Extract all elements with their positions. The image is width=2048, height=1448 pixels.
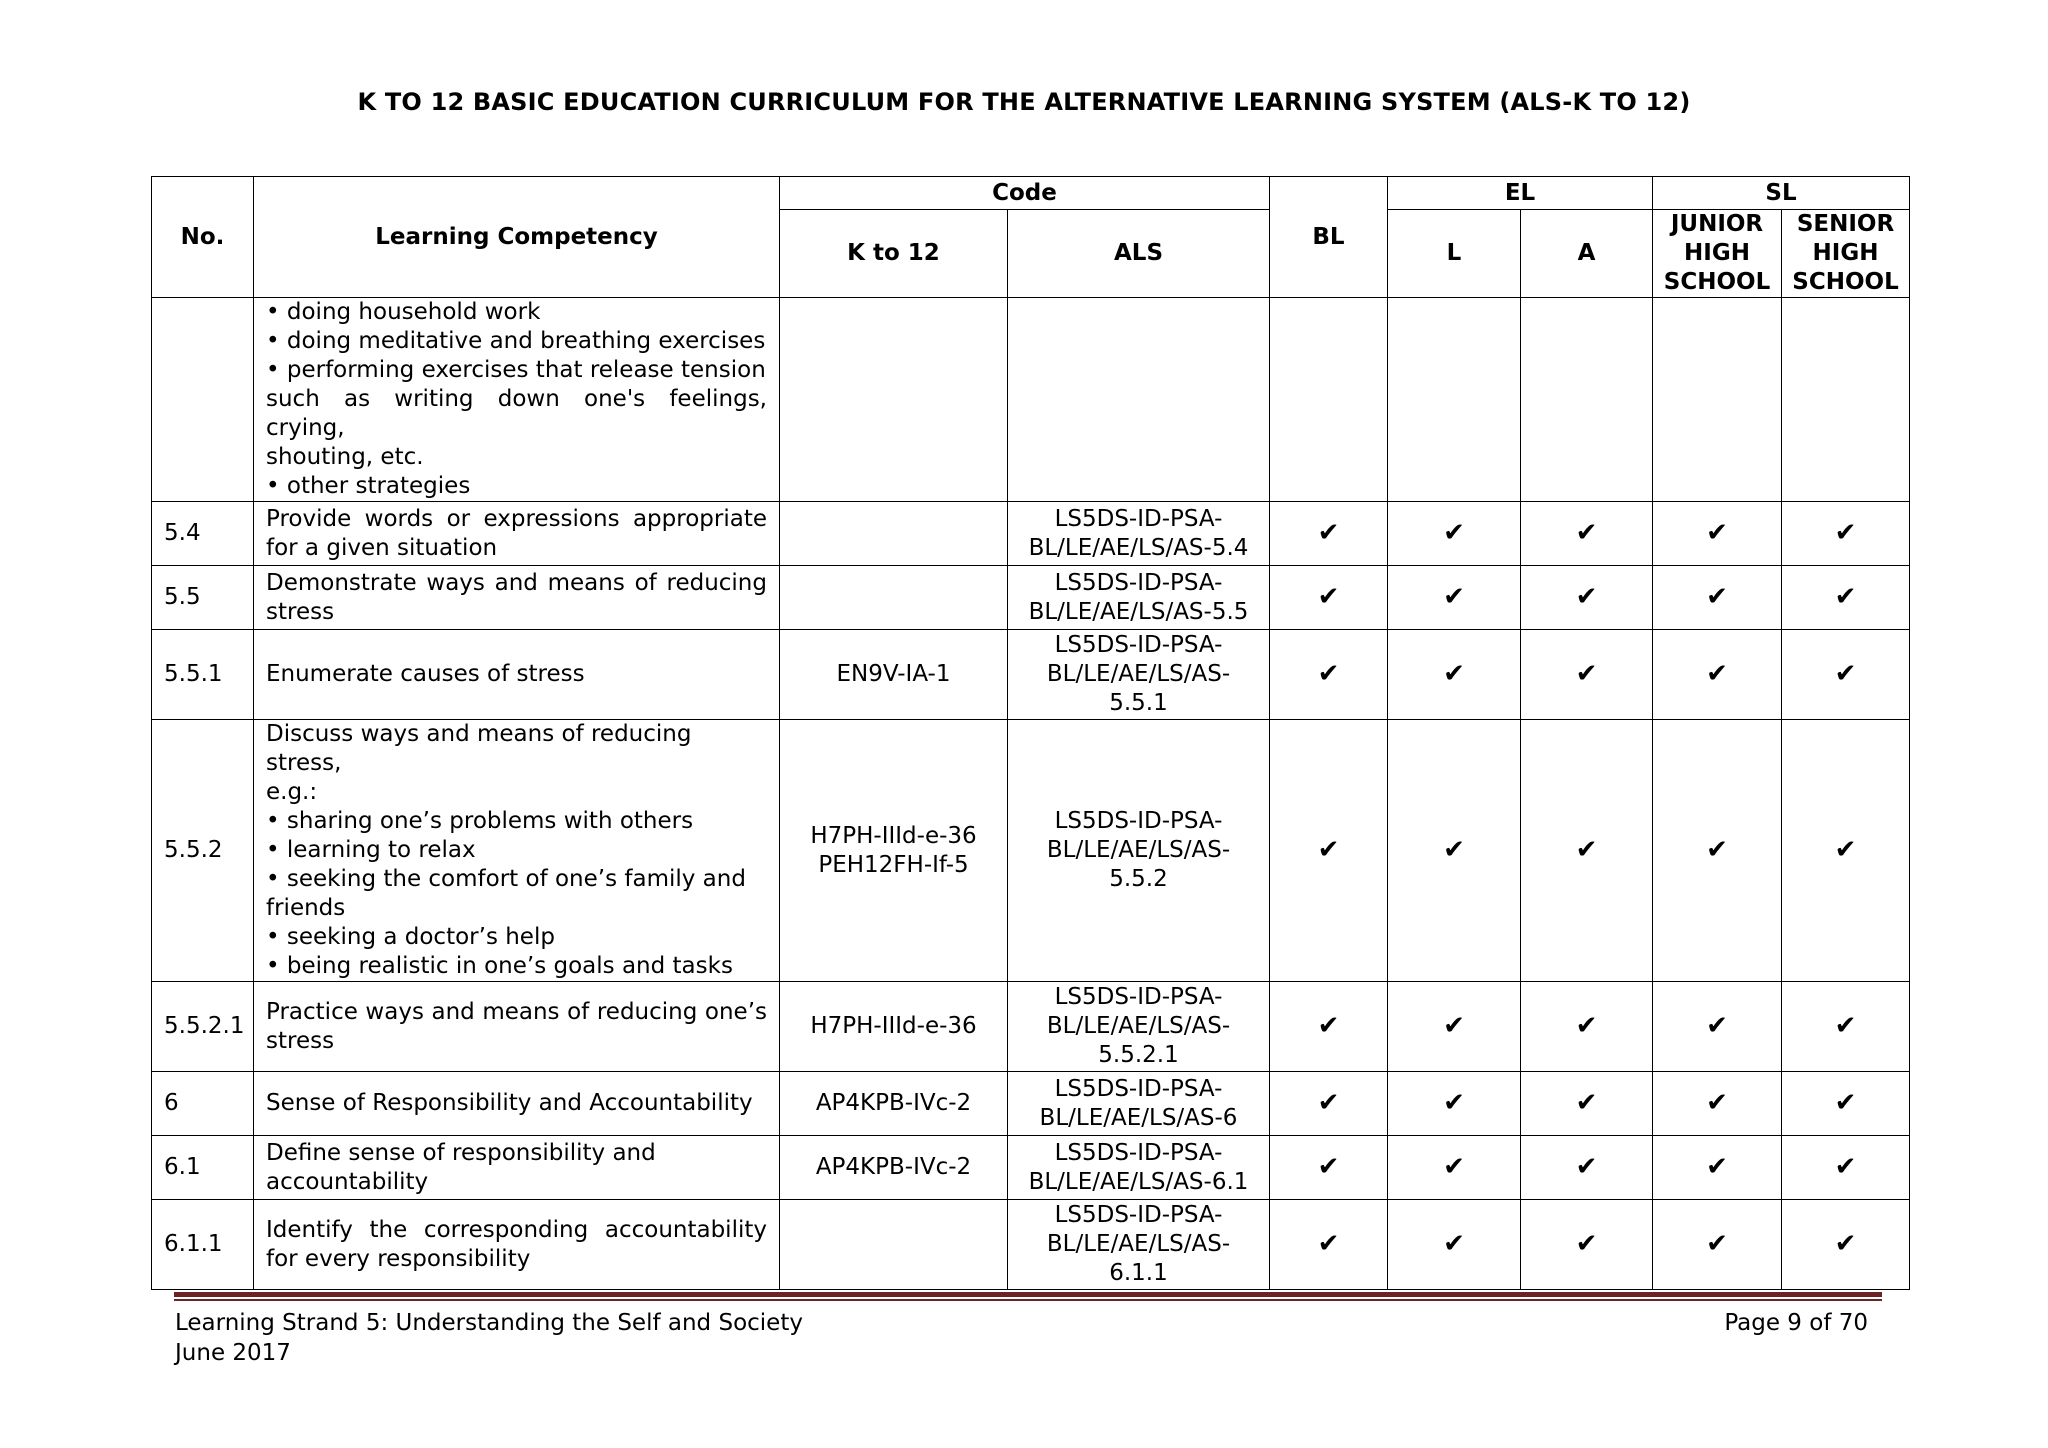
cell-no: 5.4	[152, 502, 254, 566]
cell-el-l-check: ✔	[1388, 1072, 1521, 1136]
cell-competency: Provide words or expressions appropriate for a given situation	[254, 502, 780, 566]
cell-sl-jhs-check: ✔	[1653, 1136, 1782, 1200]
cell-competency-continuation	[254, 298, 780, 502]
als-code-line: BL/LE/AE/LS/AS-6.1	[1028, 1168, 1249, 1195]
table-body	[152, 298, 1910, 1290]
table-row	[152, 1072, 1910, 1136]
header-jhs-line: SCHOOL	[1663, 269, 1771, 295]
cell-bl-check: ✔	[1270, 502, 1388, 566]
k12-code-line: PEH12FH-If-5	[818, 851, 969, 878]
header-code: Code	[780, 177, 1270, 210]
header-learning-competency: Learning Competency	[254, 177, 780, 298]
competency-line: e.g.:	[266, 779, 318, 805]
cell-als-code	[1008, 1200, 1270, 1290]
header-senior-high-school	[1782, 210, 1910, 298]
k12-code-line: AP4KPB-IVc-2	[815, 1090, 972, 1116]
cell-sl-shs-check: ✔	[1782, 502, 1910, 566]
cell-no: 5.5	[152, 566, 254, 630]
cell-bl-check: ✔	[1270, 630, 1388, 720]
cell-no	[152, 298, 254, 502]
k12-code-line: EN9V-IA-1	[836, 661, 951, 687]
cell-k12-code	[780, 1072, 1008, 1136]
als-code-line: LS5DS-ID-PSA-	[1054, 984, 1223, 1010]
header-jhs-line: JUNIOR	[1670, 211, 1764, 237]
cell-bl-check: ✔	[1270, 1072, 1388, 1136]
cell-el-a-check: ✔	[1521, 1072, 1653, 1136]
cell-sl-shs-check: ✔	[1782, 982, 1910, 1072]
cell-sl-shs-check: ✔	[1782, 1072, 1910, 1136]
competency-line: shouting, etc.	[266, 444, 424, 470]
cell-el-a-check: ✔	[1521, 1200, 1653, 1290]
als-code-line: 5.5.2.1	[1098, 1042, 1179, 1068]
cell-competency	[254, 1136, 780, 1200]
als-code-line: BL/LE/AE/LS/AS-	[1046, 1231, 1231, 1257]
cell-sl-jhs-check: ✔	[1653, 1072, 1782, 1136]
table-row	[152, 630, 1910, 720]
cell-el-l-check: ✔	[1388, 982, 1521, 1072]
als-code-line: LS5DS-ID-PSA-	[1054, 505, 1223, 532]
cell-el-l-check: ✔	[1388, 630, 1521, 720]
als-code-line: LS5DS-ID-PSA-	[1054, 1075, 1223, 1102]
cell-no: 5.5.2	[152, 720, 254, 982]
cell-bl-check: ✔	[1270, 720, 1388, 982]
cell-competency: Enumerate causes of stress	[254, 630, 780, 720]
cell-el-a-check: ✔	[1521, 566, 1653, 630]
competency-line: • being realistic in one’s goals and tasks	[266, 953, 733, 979]
cell-el-l	[1388, 298, 1521, 502]
competency-line: • sharing one’s problems with others	[266, 808, 694, 834]
cell-als-code	[1008, 982, 1270, 1072]
cell-als-code	[1008, 566, 1270, 630]
als-code-line: 5.5.2	[1109, 866, 1168, 892]
cell-bl-check: ✔	[1270, 982, 1388, 1072]
cell-k12-code	[780, 1136, 1008, 1200]
page-title: K TO 12 BASIC EDUCATION CURRICULUM FOR THE ALTERNATIVE LEARNING SYSTEM (ALS-K TO 12)	[357, 88, 1691, 116]
competency-line: • seeking the comfort of one’s family and	[266, 866, 746, 892]
cell-el-a	[1521, 298, 1653, 502]
header-jhs-line: HIGH	[1684, 240, 1750, 266]
header-el: EL	[1388, 177, 1653, 210]
competency-line: • performing exercises that release tension	[266, 357, 766, 383]
als-code-line: BL/LE/AE/LS/AS-5.5	[1028, 598, 1249, 625]
curriculum-table	[151, 176, 1910, 1290]
competency-line: friends	[266, 895, 346, 921]
cell-no: 5.5.2.1	[152, 982, 254, 1072]
header-junior-high-school	[1653, 210, 1782, 298]
header-als: ALS	[1008, 210, 1270, 298]
als-code-line: LS5DS-ID-PSA-	[1054, 808, 1223, 834]
cell-sl-shs-check: ✔	[1782, 1136, 1910, 1200]
cell-el-a-check: ✔	[1521, 1136, 1653, 1200]
cell-bl	[1270, 298, 1388, 502]
cell-als-code	[1008, 630, 1270, 720]
als-code-line: LS5DS-ID-PSA-	[1054, 569, 1223, 596]
cell-als-code	[1008, 502, 1270, 566]
footer-left	[175, 1308, 803, 1368]
table-row	[152, 1136, 1910, 1200]
k12-code-line: H7PH-IIId-e-36	[810, 822, 977, 849]
table-row	[152, 502, 1910, 566]
header-shs-line: SENIOR	[1796, 211, 1895, 237]
cell-sl-jhs-check: ✔	[1653, 982, 1782, 1072]
cell-k12-code	[780, 1200, 1008, 1290]
als-code-line: LS5DS-ID-PSA-	[1054, 632, 1223, 658]
table-row	[152, 566, 1910, 630]
competency-line: Define sense of responsibility and	[266, 1139, 656, 1166]
footer-rule-thin	[174, 1299, 1882, 1301]
cell-no: 5.5.1	[152, 630, 254, 720]
cell-k12-code	[780, 298, 1008, 502]
cell-k12-code	[780, 982, 1008, 1072]
table-row	[152, 1200, 1910, 1290]
cell-k12-code	[780, 502, 1008, 566]
cell-no: 6	[152, 1072, 254, 1136]
header-no: No.	[152, 177, 254, 298]
cell-competency: Practice ways and means of reducing one’s stress	[254, 982, 780, 1072]
competency-line: Discuss ways and means of reducing stress,	[266, 721, 692, 776]
k12-code-line: H7PH-IIId-e-36	[810, 1013, 977, 1039]
competency-line: • learning to relax	[266, 837, 476, 863]
cell-el-a-check: ✔	[1521, 720, 1653, 982]
cell-competency: Demonstrate ways and means of reducing stress	[254, 566, 780, 630]
k12-code-line: AP4KPB-IVc-2	[815, 1154, 972, 1180]
footer-strand: Learning Strand 5: Understanding the Self and Society	[175, 1310, 803, 1336]
competency-line: such as writing down one's feelings, crying,	[266, 386, 767, 441]
header-shs-line: SCHOOL	[1792, 269, 1899, 295]
competency-line: accountability	[266, 1168, 429, 1195]
cell-bl-check: ✔	[1270, 1200, 1388, 1290]
table-row	[152, 982, 1910, 1072]
cell-sl-jhs-check: ✔	[1653, 1200, 1782, 1290]
competency-line: • other strategies	[266, 473, 471, 499]
als-code-line: BL/LE/AE/LS/AS-	[1046, 661, 1231, 687]
als-code-line: 6.1.1	[1109, 1260, 1168, 1286]
cell-el-a-check: ✔	[1521, 502, 1653, 566]
cell-als-code	[1008, 720, 1270, 982]
als-code-line: LS5DS-ID-PSA-	[1054, 1139, 1223, 1166]
header-a: A	[1521, 210, 1653, 298]
header-sl: SL	[1653, 177, 1910, 210]
cell-no: 6.1.1	[152, 1200, 254, 1290]
als-code-line: BL/LE/AE/LS/AS-6	[1039, 1104, 1238, 1131]
cell-sl-jhs-check: ✔	[1653, 502, 1782, 566]
header-k-to-12: K to 12	[780, 210, 1008, 298]
cell-el-a-check: ✔	[1521, 982, 1653, 1072]
cell-sl-jhs	[1653, 298, 1782, 502]
cell-el-l-check: ✔	[1388, 1200, 1521, 1290]
cell-als-code	[1008, 298, 1270, 502]
cell-sl-jhs-check: ✔	[1653, 630, 1782, 720]
header-shs-line: HIGH	[1812, 240, 1879, 266]
cell-competency: Identify the corresponding accountability for every responsibility	[254, 1200, 780, 1290]
cell-bl-check: ✔	[1270, 1136, 1388, 1200]
cell-competency: Sense of Responsibility and Accountability	[254, 1072, 780, 1136]
cell-als-code	[1008, 1072, 1270, 1136]
als-code-line: 5.5.1	[1109, 690, 1168, 716]
cell-competency	[254, 720, 780, 982]
cell-k12-code	[780, 720, 1008, 982]
cell-sl-shs-check: ✔	[1782, 720, 1910, 982]
cell-sl-shs-check: ✔	[1782, 566, 1910, 630]
cell-k12-code	[780, 630, 1008, 720]
cell-el-l-check: ✔	[1388, 566, 1521, 630]
header-bl: BL	[1270, 177, 1388, 298]
footer-rule	[174, 1292, 1882, 1297]
cell-no: 6.1	[152, 1136, 254, 1200]
cell-k12-code	[780, 566, 1008, 630]
cell-el-l-check: ✔	[1388, 1136, 1521, 1200]
header-l: L	[1388, 210, 1521, 298]
competency-line: • seeking a doctor’s help	[266, 924, 555, 950]
als-code-line: BL/LE/AE/LS/AS-	[1046, 837, 1231, 863]
als-code-line: LS5DS-ID-PSA-	[1054, 1202, 1223, 1228]
cell-el-a-check: ✔	[1521, 630, 1653, 720]
cell-sl-shs-check: ✔	[1782, 630, 1910, 720]
cell-sl-jhs-check: ✔	[1653, 720, 1782, 982]
cell-sl-jhs-check: ✔	[1653, 566, 1782, 630]
competency-line: • doing household work	[266, 299, 541, 325]
table-header	[152, 177, 1910, 298]
als-code-line: BL/LE/AE/LS/AS-	[1046, 1013, 1231, 1039]
cell-sl-shs	[1782, 298, 1910, 502]
footer-page-number: Page 9 of 70	[1724, 1310, 1868, 1336]
cell-als-code	[1008, 1136, 1270, 1200]
competency-line: • doing meditative and breathing exercises	[266, 328, 766, 354]
footer-date: June 2017	[175, 1340, 291, 1366]
cell-el-l-check: ✔	[1388, 502, 1521, 566]
cell-sl-shs-check: ✔	[1782, 1200, 1910, 1290]
cell-bl-check: ✔	[1270, 566, 1388, 630]
cell-el-l-check: ✔	[1388, 720, 1521, 982]
als-code-line: BL/LE/AE/LS/AS-5.4	[1028, 534, 1249, 561]
table-row	[152, 720, 1910, 982]
table-row-continuation	[152, 298, 1910, 502]
